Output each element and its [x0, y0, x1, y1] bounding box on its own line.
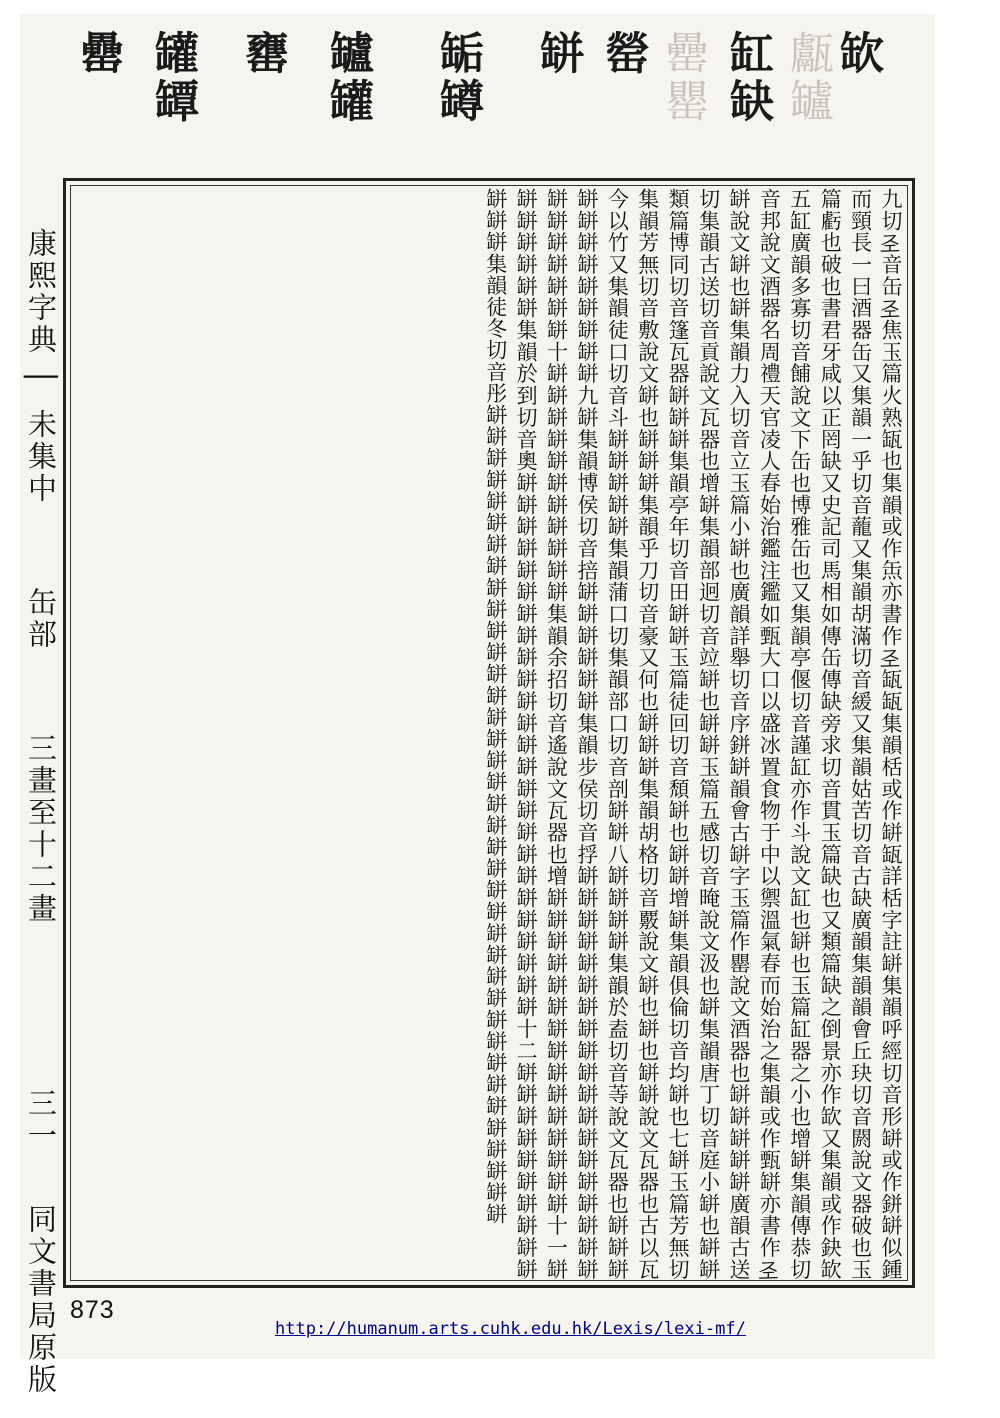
seal-character-column: 罏罐	[322, 30, 373, 126]
dictionary-entries: 九切𢀖音缶𢀖焦玉篇火熟缻也集韻或作缹亦書作𢀖缻缻集韻栝或作缾缻詳栝字註缾集韻呼經切音形缾或作鉼缾似鍾而頸長一曰酒器缶又集韻一乎切音蘢又集韻胡滿切音緩又集韻姑苦切音古缺廣韻集韻韻會丘玦切音閼說文器破也玉篇虧也破也書君牙咸以正罔缺又史記司馬相如傳缶傳缺旁求切音貫玉篇缺也又類篇缺之倒景亦作缼又集韻或作鈌缼五缸廣韻多寡切音餔說文下缶也博雅缶也又集韻亭偃切音謹缸亦作斗說文缸也缾也玉篇缸器之小也增缾集韻傳恭切音邦說文酒器名周禮天官凌人春始治鑑注鑑如甄大口以盛冰置食物于中以禦溫氣春而始治之集韻或作甄缾亦書作𢀖缾說文缾也缾集韻力入切音立玉篇小缾也廣韻詳舉切音序鉼缾韻會古缾字玉篇作罌說文酒器也缾缾缾缾缾廣韻古送切集韻古送切音貢說文瓦器也增缾集韻部迥切音竝缾也缾缾玉篇五感切音晻說文汲也缾集韻唐丁切音庭小缾也缾缾類篇博同切音篷瓦器缾缾缾集韻亭年切音田缾缾玉篇徒回切音頹缾也缾缾增缾集韻俱倫切音均缾也七缾玉篇芳無切集韻芳無切音敷說文缾也缾缾缾集韻乎刀切音豪又何也缾缾缾集韻胡格切音覈說文缾也缾也缾缾說文瓦器也古以瓦今以竹又集韻徒口切音斗缾缾缾缾缾集韻蒲口切集韻部口切音剖缾缾八缾缾缾缾集韻於盍切音䓁說文瓦器也缾缾缾缾缾缾缾缾缾缾缾缾九缾集韻博侯切音掊缾缾缾缾缾缾集韻步侯切音捊缾缾缾缾缾缾缾缾缾缾缾缾缾缾缾缾缾缾缾缾缾缾缾缾缾缾十缾缾缾缾缾缾缾缾缾缾缾集韻余招切音遙說文瓦器也增缾缾缾缾缾缾缾缾缾缾缾缾缾缾缾十一缾缾缾缾缾缾缾集韻於到切音奧缾缾缾缾缾缾缾缾缾缾缾缾缾缾缾缾缾缾缾缾缾缾缾缾缾十二缾缾缾缾缾缾缾缾缾缾缾缾缾集韻徒冬切音彤缾缾缾缾缾缾缾缾缾缾缾缾缾缾缾缾缾缾缾缾缾缾缾缾缾缾缾缾缾缾缾缾缾缾缾缾缾缾	[483, 188, 903, 1280]
folio-label: 三一	[24, 1087, 58, 1152]
seal-character-column: 罍	[72, 30, 123, 78]
book-title: 康熙字典	[24, 228, 58, 356]
seal-character-column: 罃	[597, 30, 648, 78]
seal-character-column: 缸缺	[722, 30, 773, 126]
seal-character-column: 缼	[832, 30, 883, 78]
seal-character-column: 罍罌	[657, 30, 708, 126]
volume-label: 未集中	[24, 408, 58, 505]
radical-label: 缶部	[24, 587, 58, 652]
seal-character-column: 甗罏	[782, 30, 833, 126]
page-number: 873	[70, 1296, 115, 1324]
seal-character-column: 缾	[532, 30, 583, 78]
seal-character-column: 罐罈	[147, 30, 198, 126]
stroke-range-label: 三畫至十二畫	[24, 733, 58, 926]
publisher-label: 同文書局原版	[24, 1203, 58, 1396]
source-url-link[interactable]: http://humanum.arts.cuhk.edu.hk/Lexis/lexi-mf/	[275, 1319, 746, 1339]
spine-separator: │	[24, 368, 58, 389]
seal-character-column: 缿罇	[432, 30, 483, 126]
seal-character-column: 罋	[237, 30, 288, 78]
seal-script-header	[65, 30, 915, 170]
page-margin-spine	[22, 228, 62, 1418]
